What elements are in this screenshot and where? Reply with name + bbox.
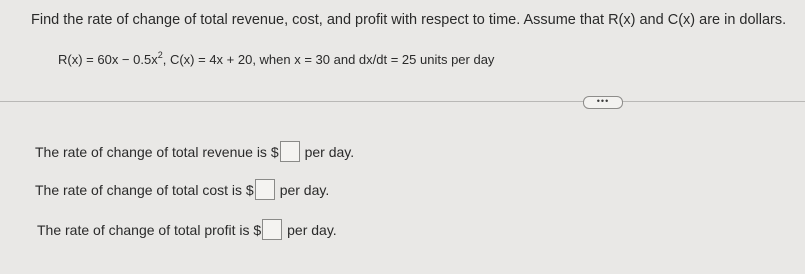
cost-answer-input[interactable]: [255, 179, 275, 200]
given-functions: [58, 50, 494, 67]
revenue-answer-suffix: per day.: [304, 143, 355, 160]
revenue-function: R(x) = 60x − 0.5x: [58, 52, 158, 67]
cost-answer-suffix: per day.: [279, 181, 330, 198]
profit-answer-suffix: per day.: [287, 221, 337, 238]
profit-answer-input[interactable]: [262, 219, 282, 240]
cost-answer-row: [35, 179, 329, 200]
revenue-answer-input[interactable]: [280, 141, 300, 162]
profit-answer-row: [37, 219, 337, 240]
revenue-answer-row: [35, 141, 354, 162]
cost-answer-prefix: The rate of change of total cost is $: [35, 181, 254, 198]
revenue-exponent: 2: [157, 50, 163, 60]
question-text: Find the rate of change of total revenue, cost, and profit with respect to time. Assume that R(x) and C(x) are in dollars.: [31, 12, 787, 28]
divider: [0, 101, 805, 102]
revenue-answer-prefix: The rate of change of total revenue is $: [35, 143, 279, 160]
profit-answer-prefix: The rate of change of total profit is $: [37, 221, 262, 238]
more-options-button[interactable]: •••: [583, 96, 623, 109]
cost-function-and-conditions: , C(x) = 4x + 20, when x = 30 and dx/dt = 25 units per day: [162, 52, 495, 67]
